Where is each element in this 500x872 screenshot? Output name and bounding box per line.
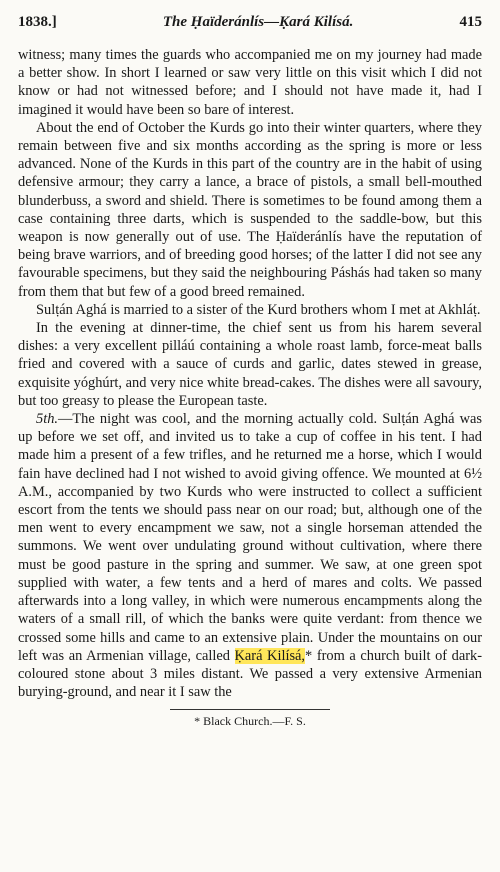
dateline: 5th. (36, 411, 58, 428)
footnote-divider (170, 709, 330, 710)
paragraph-continued: witness; many times the guards who accompanied me on my journey had made a better show. In short I learned or saw very little on this visit which I did not know or had not witnessed before; and I should not have made it, had I imagined it would have been so bare of interest. (18, 47, 482, 118)
header-year: 1838.] (18, 14, 57, 30)
page-number: 415 (459, 14, 482, 30)
running-title: The Ḥaïderánlís—Ḳará Kilísá. (162, 14, 354, 30)
paragraph-fifth-text: —The night was cool, and the morning actually cold. Sulṭán Aghá was up before we set off, and invited us to take a cup of coffee in his tent. I had made him a present of a few trifles, and he returned me a horse, which I would fain have declined had I not wished to avoid giving offence. We mounted at 6½ A.M., accompanied by two Kurds who were instructed to collect a sufficient escort from the tents we should pass near on our road; but, although one of the men went to every encampment we saw, not a single horseman attended the summons. We went over undulating ground without cultivation, where there must be good pasture in the spring and summer. We saw, at one green spot supplied with water, a few tents and a herd of mares and colts. We passed afterwards into a long valley, in which were numerous encampments along the waters of a small rill, of which the banks were quite verdant: from thence we crossed some hills and came to an extensive plain. Under the mountains on our left was an Armenian village, called (18, 411, 482, 664)
highlighted-text: Ḳará Kilísá, (234, 647, 306, 664)
paragraph-fifth-text-end: * from a church built of dark-coloured stone about 3 miles distant. We passed a very extensive Armenian burying-ground, and near it I saw the (18, 647, 483, 701)
page-header (18, 14, 482, 36)
paragraph-sultan-agha: Sulṭán Aghá is married to a sister of the Kurd brothers whom I met at Akhláṭ. (36, 301, 481, 318)
page-body (18, 46, 482, 701)
paragraph-fifth (18, 410, 482, 701)
paragraph-kurds-winter: About the end of October the Kurds go into their winter quarters, where they remain between five and six months according as the spring is more or less advanced. None of the Kurds in this part of the country are in the habit of using defensive armour; they carry a lance, a brace of pistols, a small bell-mouthed blunderbuss, a sword and shield. There is sometimes to be found among them a case containing three darts, which is suspended to the saddle-bow, but this weapon is now generally out of use. The Ḥaïderánlís have the reputation of being brave warriors, and of breeding good horses; of the latter I did not see any favourable specimens, but they said the neighbouring Páshás had taken so many from them that but few of a good breed remained. (18, 119, 482, 300)
footnote: * Black Church.—F. S. (194, 714, 306, 729)
paragraph-dinner: In the evening at dinner-time, the chief sent us from his harem several dishes: a very excellent pilláú containing a whole roast lamb, force-meat balls fried and covered with a sauce of curds and garlic, dates stewed in grease, exquisite yóghúrt, and very nice white bread-cakes. The dishes were all savoury, but too greasy to please the European taste. (18, 320, 482, 409)
